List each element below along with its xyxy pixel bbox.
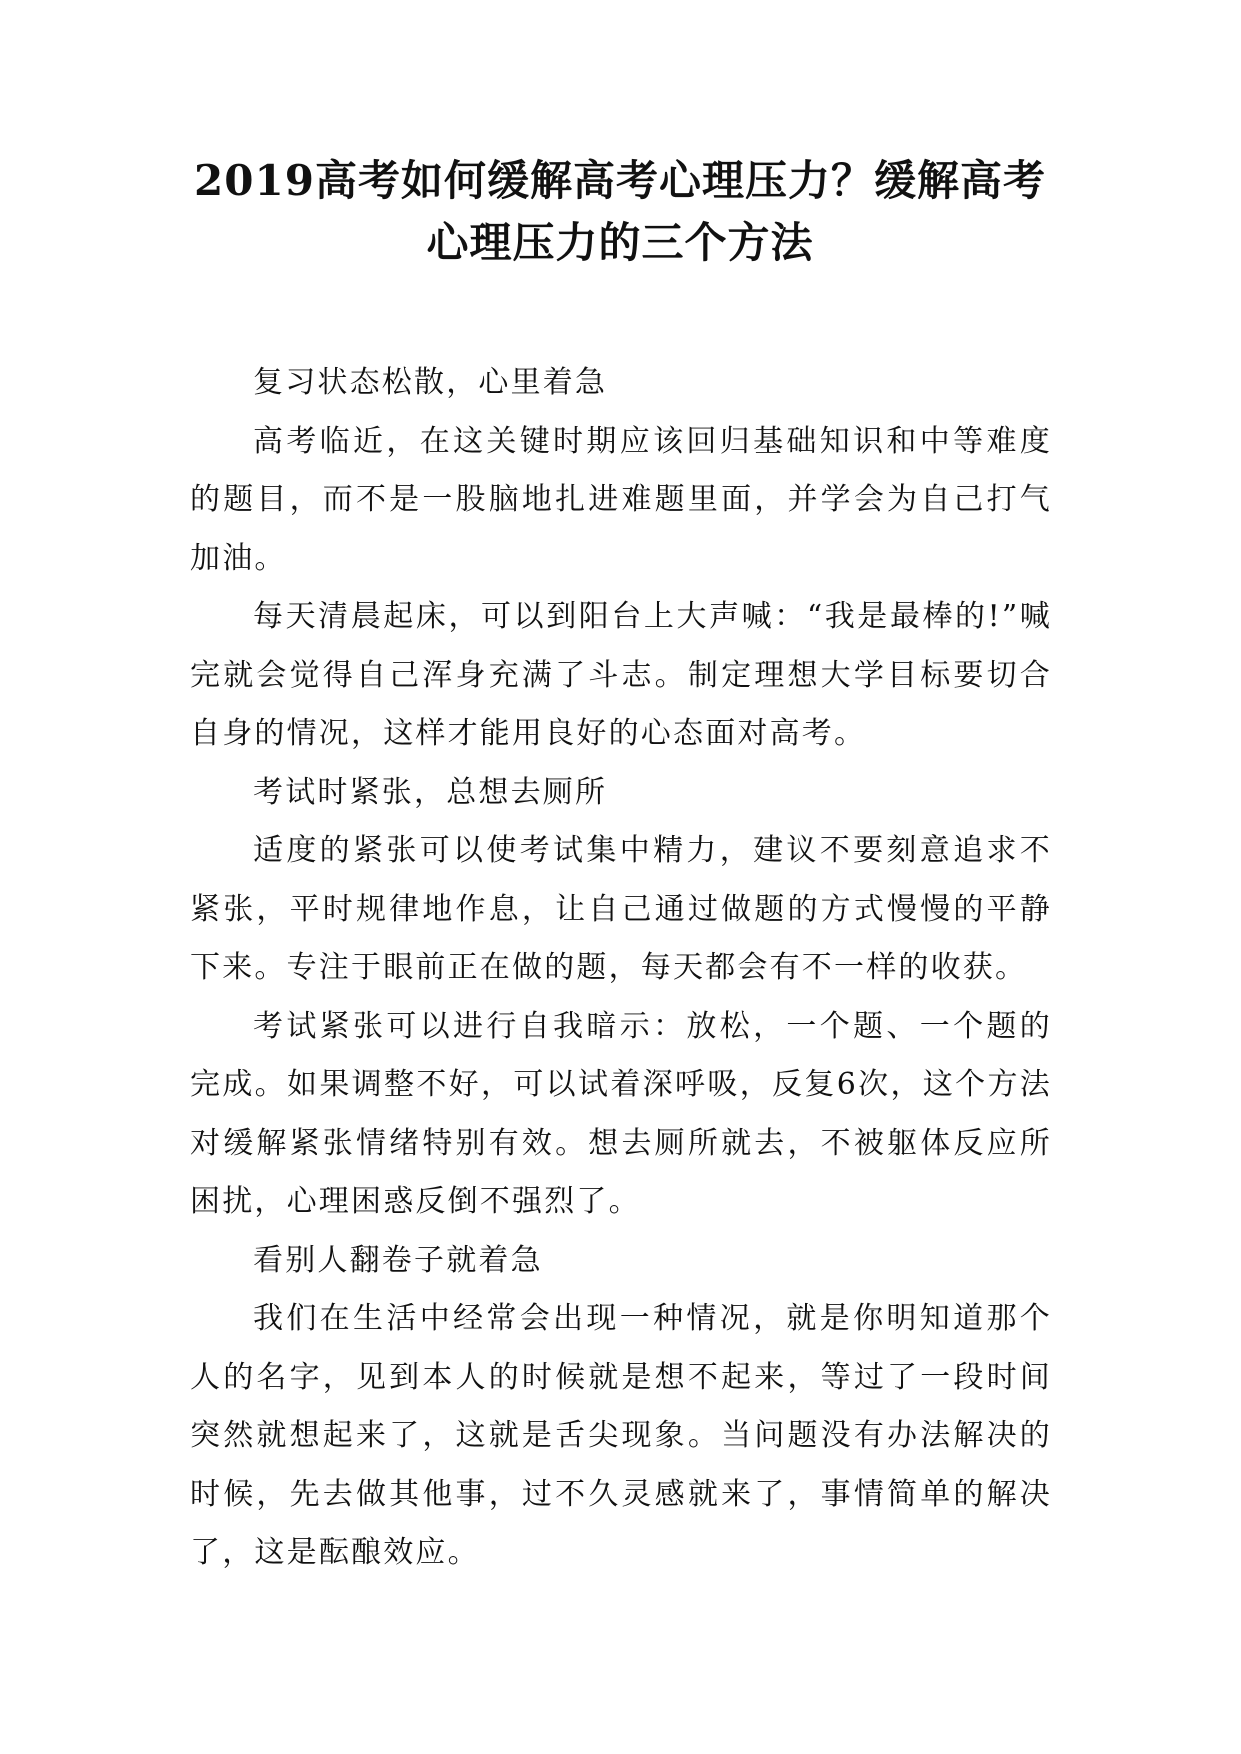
body-paragraph: 适度的紧张可以使考试集中精力，建议不要刻意追求不紧张，平时规律地作息，让自己通过做题的方式慢慢的平静下来。专注于眼前正在做的题，每天都会有不一样的收获。 (190, 833, 1052, 985)
section-heading: 看别人翻卷子就着急 (253, 1242, 543, 1278)
body-paragraph: 我们在生活中经常会出现一种情况，就是你明知道那个人的名字，见到本人的时候就是想不起来，等过了一段时间突然就想起来了，这就是舌尖现象。当问题没有办法解决的时候，先去做其他事，过不久灵感就来了，事情简单的解决了，这是酝酿效应。 (190, 1301, 1052, 1570)
document-body (190, 354, 1052, 1583)
section-heading: 复习状态松散，心里着急 (253, 365, 608, 400)
body-paragraph: 考试紧张可以进行自我暗示：放松，一个题、一个题的完成。如果调整不好，可以试着深呼吸，反复6次，这个方法对缓解紧张情绪特别有效。想去厕所就去，不被躯体反应所困扰，心理困惑反倒不强烈了。 (190, 1008, 1052, 1219)
section-heading: 考试时紧张，总想去厕所 (253, 774, 608, 810)
body-paragraph: 高考临近，在这关键时期应该回归基础知识和中等难度的题目，而不是一股脑地扎进难题里面，并学会为自己打气加油。 (190, 423, 1052, 576)
body-paragraph: 每天清晨起床，可以到阳台上大声喊：“我是最棒的!”喊完就会觉得自己浑身充满了斗志。制定理想大学目标要切合自身的情况，这样才能用良好的心态面对高考。 (190, 599, 1052, 751)
document-title: 2019高考如何缓解高考心理压力？缓解高考心理压力的三个方法 (194, 156, 1046, 267)
